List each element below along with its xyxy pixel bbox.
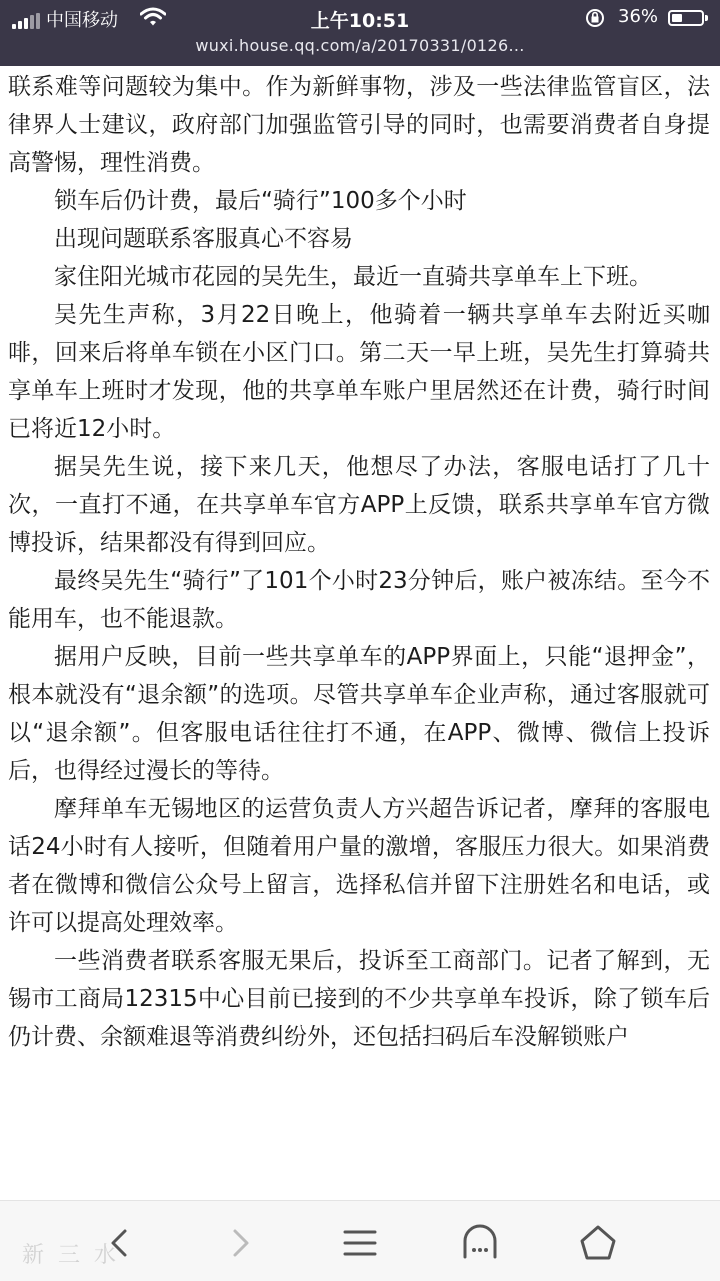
article-paragraph: 据用户反映，目前一些共享单车的APP界面上，只能“退押金”，根本就没有“退余额”的选项。尽管共享单车企业声称，通过客服就可以“退余额”。但客服电话往往打不通，在APP、微博、微信上投诉后，也得经过漫长的等待。 [8,644,710,784]
article-subheading: 出现问题联系客服真心不容易 [54,226,353,252]
article-body [0,40,720,1056]
carrier-label: 中国移动 [46,10,118,31]
menu-icon[interactable] [340,1223,380,1263]
top-bar [0,0,720,66]
watermark-logo [22,1240,132,1270]
status-bar [0,0,720,36]
battery-percent: 36% [618,6,659,27]
forward-icon[interactable] [220,1223,260,1263]
home-icon[interactable] [578,1223,618,1263]
article-paragraph: 家住阳光城市花园的吴先生，最近一直骑共享单车上下班。 [54,264,652,290]
watermark [22,1240,132,1276]
clock: 上午10:51 [310,10,410,32]
tabs-icon[interactable] [460,1223,500,1263]
article-paragraph: 吴先生声称，3月22日晚上，他骑着一辆共享单车去附近买咖啡，回来后将单车锁在小区门口。第二天一早上班，吴先生打算骑共享单车上班时才发现，他的共享单车账户里居然还在计费，骑行时间已将近12小时。 [8,302,710,442]
article-paragraph: 联系难等问题较为集中。作为新鲜事物，涉及一些法律监管盲区，法律界人士建议，政府部门加强监管引导的同时，也需要消费者自身提高警惕，理性消费。 [8,74,710,176]
article-paragraph: 摩拜单车无锡地区的运营负责人方兴超告诉记者，摩拜的客服电话24小时有人接听，但随着用户量的激增，客服压力很大。如果消费者在微博和微信公众号上留言，选择私信并留下注册姓名和电话，或许可以提高处理效率。 [8,796,710,936]
battery-icon [668,10,704,26]
article-paragraph: 据吴先生说，接下来几天，他想尽了办法，客服电话打了几十次，一直打不通，在共享单车官方APP上反馈，联系共享单车官方微博投诉，结果都没有得到回应。 [8,454,710,556]
article-paragraph: 一些消费者联系客服无果后，投诉至工商部门。记者了解到，无锡市工商局12315中心目前已接到的不少共享单车投诉，除了锁车后仍计费、余额难退等消费纠纷外，还包括扫码后车没解锁账户 [8,948,710,1050]
article-subheading: 锁车后仍计费，最后“骑行”100多个小时 [54,188,467,214]
article-paragraph: 最终吴先生“骑行”了101个小时23分钟后，账户被冻结。至今不能用车，也不能退款。 [8,568,710,632]
svg-text:新三水: 新三水 [22,1243,131,1268]
rotation-lock-icon [584,7,606,29]
battery-fill [672,14,682,22]
url-bar[interactable]: wuxi.house.qq.com/a/20170331/0126... [195,36,525,55]
